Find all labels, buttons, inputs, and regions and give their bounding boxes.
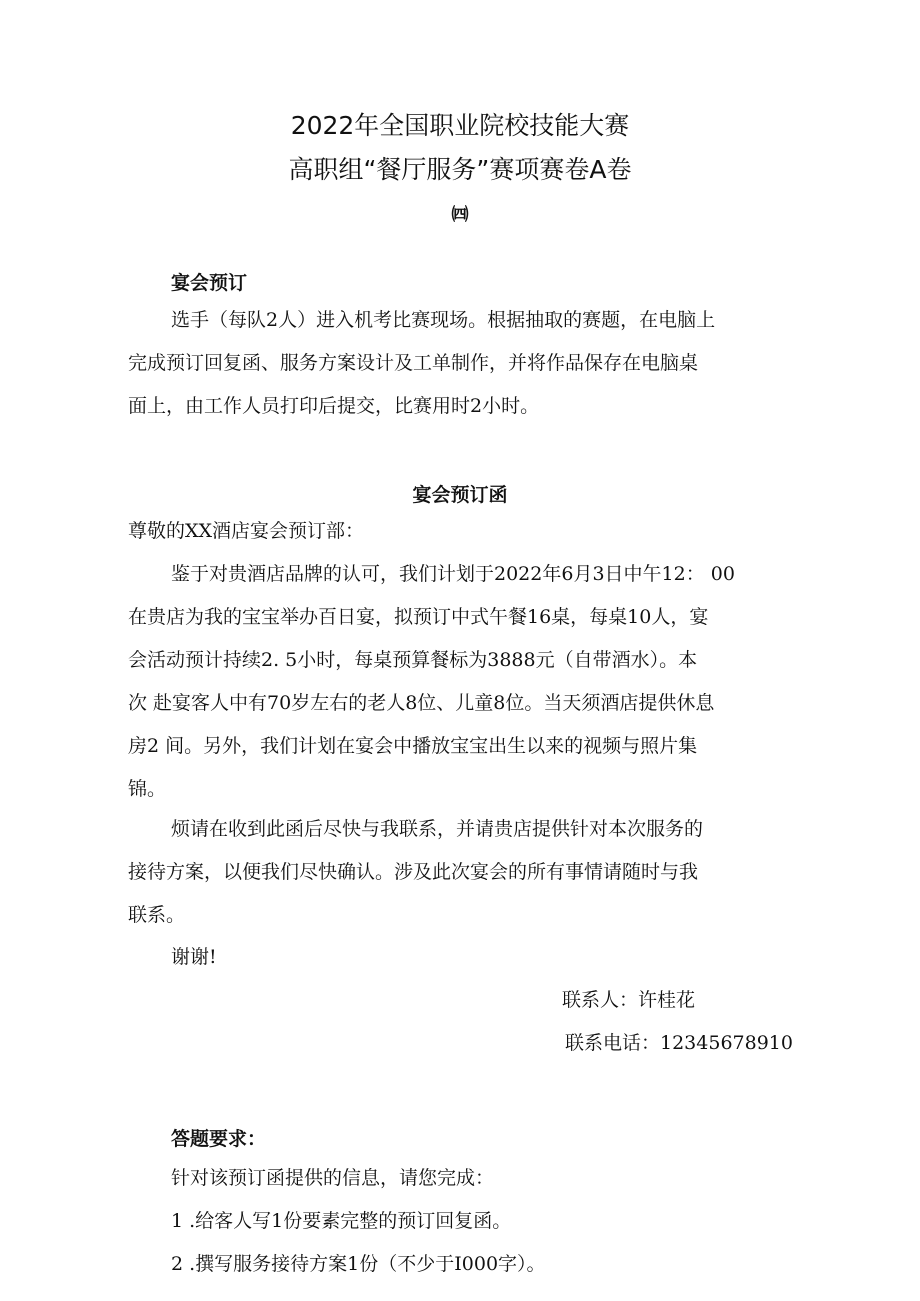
document-title-line1: 2022年全国职业院校技能大赛 [290,111,630,140]
letter-line: 次 赴宴客人中有70岁左右的老人8位、儿童8位。当天须酒店提供休息 [128,692,715,714]
letter-paragraph-1 [128,553,792,811]
letter-line: 联系。 [128,904,186,926]
letter-line: 烦请在收到此函后尽快与我联系，并请贵店提供针对本次服务的 [171,818,704,840]
contact-person: 联系人：许桂花 [562,989,696,1011]
letter-thanks: 谢谢! [171,946,217,968]
requirements-lead: 针对该预订函提供的信息，请您完成： [171,1167,495,1189]
intro-line: 完成预订回复函、服务方案设计及工单制作，并将作品保存在电脑桌 [128,352,699,374]
letter-title: 宴会预订函 [412,484,508,506]
letter-paragraph-2 [128,808,792,937]
section-heading-banquet-booking: 宴会预订 [171,272,248,294]
requirement-item-2: 2 .撰写服务接待方案1份（不少于I000字）。 [171,1253,546,1275]
section-heading-requirements: 答题要求： [171,1128,267,1150]
intro-line: 选手（每队2人）进入机考比赛现场。根据抽取的赛题，在电脑上 [171,309,716,331]
letter-line: 房2 间。另外，我们计划在宴会中播放宝宝出生以来的视频与照片集 [128,735,698,757]
contact-phone: 联系电话：12345678910 [565,1032,793,1054]
letter-salutation: 尊敬的XX酒店宴会预订部： [128,520,365,542]
document-title-line2: 高职组“餐厅服务”赛项赛卷A卷 [288,155,632,184]
letter-line: 会活动预计持续2. 5小时，每桌预算餐标为3888元（自带酒水）。本 [128,649,698,671]
letter-line: 在贵店为我的宝宝举办百日宴，拟预订中式午餐16桌，每桌10人，宴 [128,606,709,628]
intro-line: 面上，由工作人员打印后提交，比赛用时2小时。 [128,395,540,417]
letter-line: 锦。 [128,778,167,800]
letter-line: 鉴于对贵酒店品牌的认可，我们计划于2022年6月3日中午12： 00 [171,563,735,585]
intro-paragraph [128,299,792,428]
letter-line: 接待方案，以便我们尽快确认。涉及此次宴会的所有事情请随时与我 [128,861,699,883]
volume-mark: ㈣ [451,205,469,225]
requirement-item-1: 1 .给客人写1份要素完整的预订回复函。 [171,1210,512,1232]
